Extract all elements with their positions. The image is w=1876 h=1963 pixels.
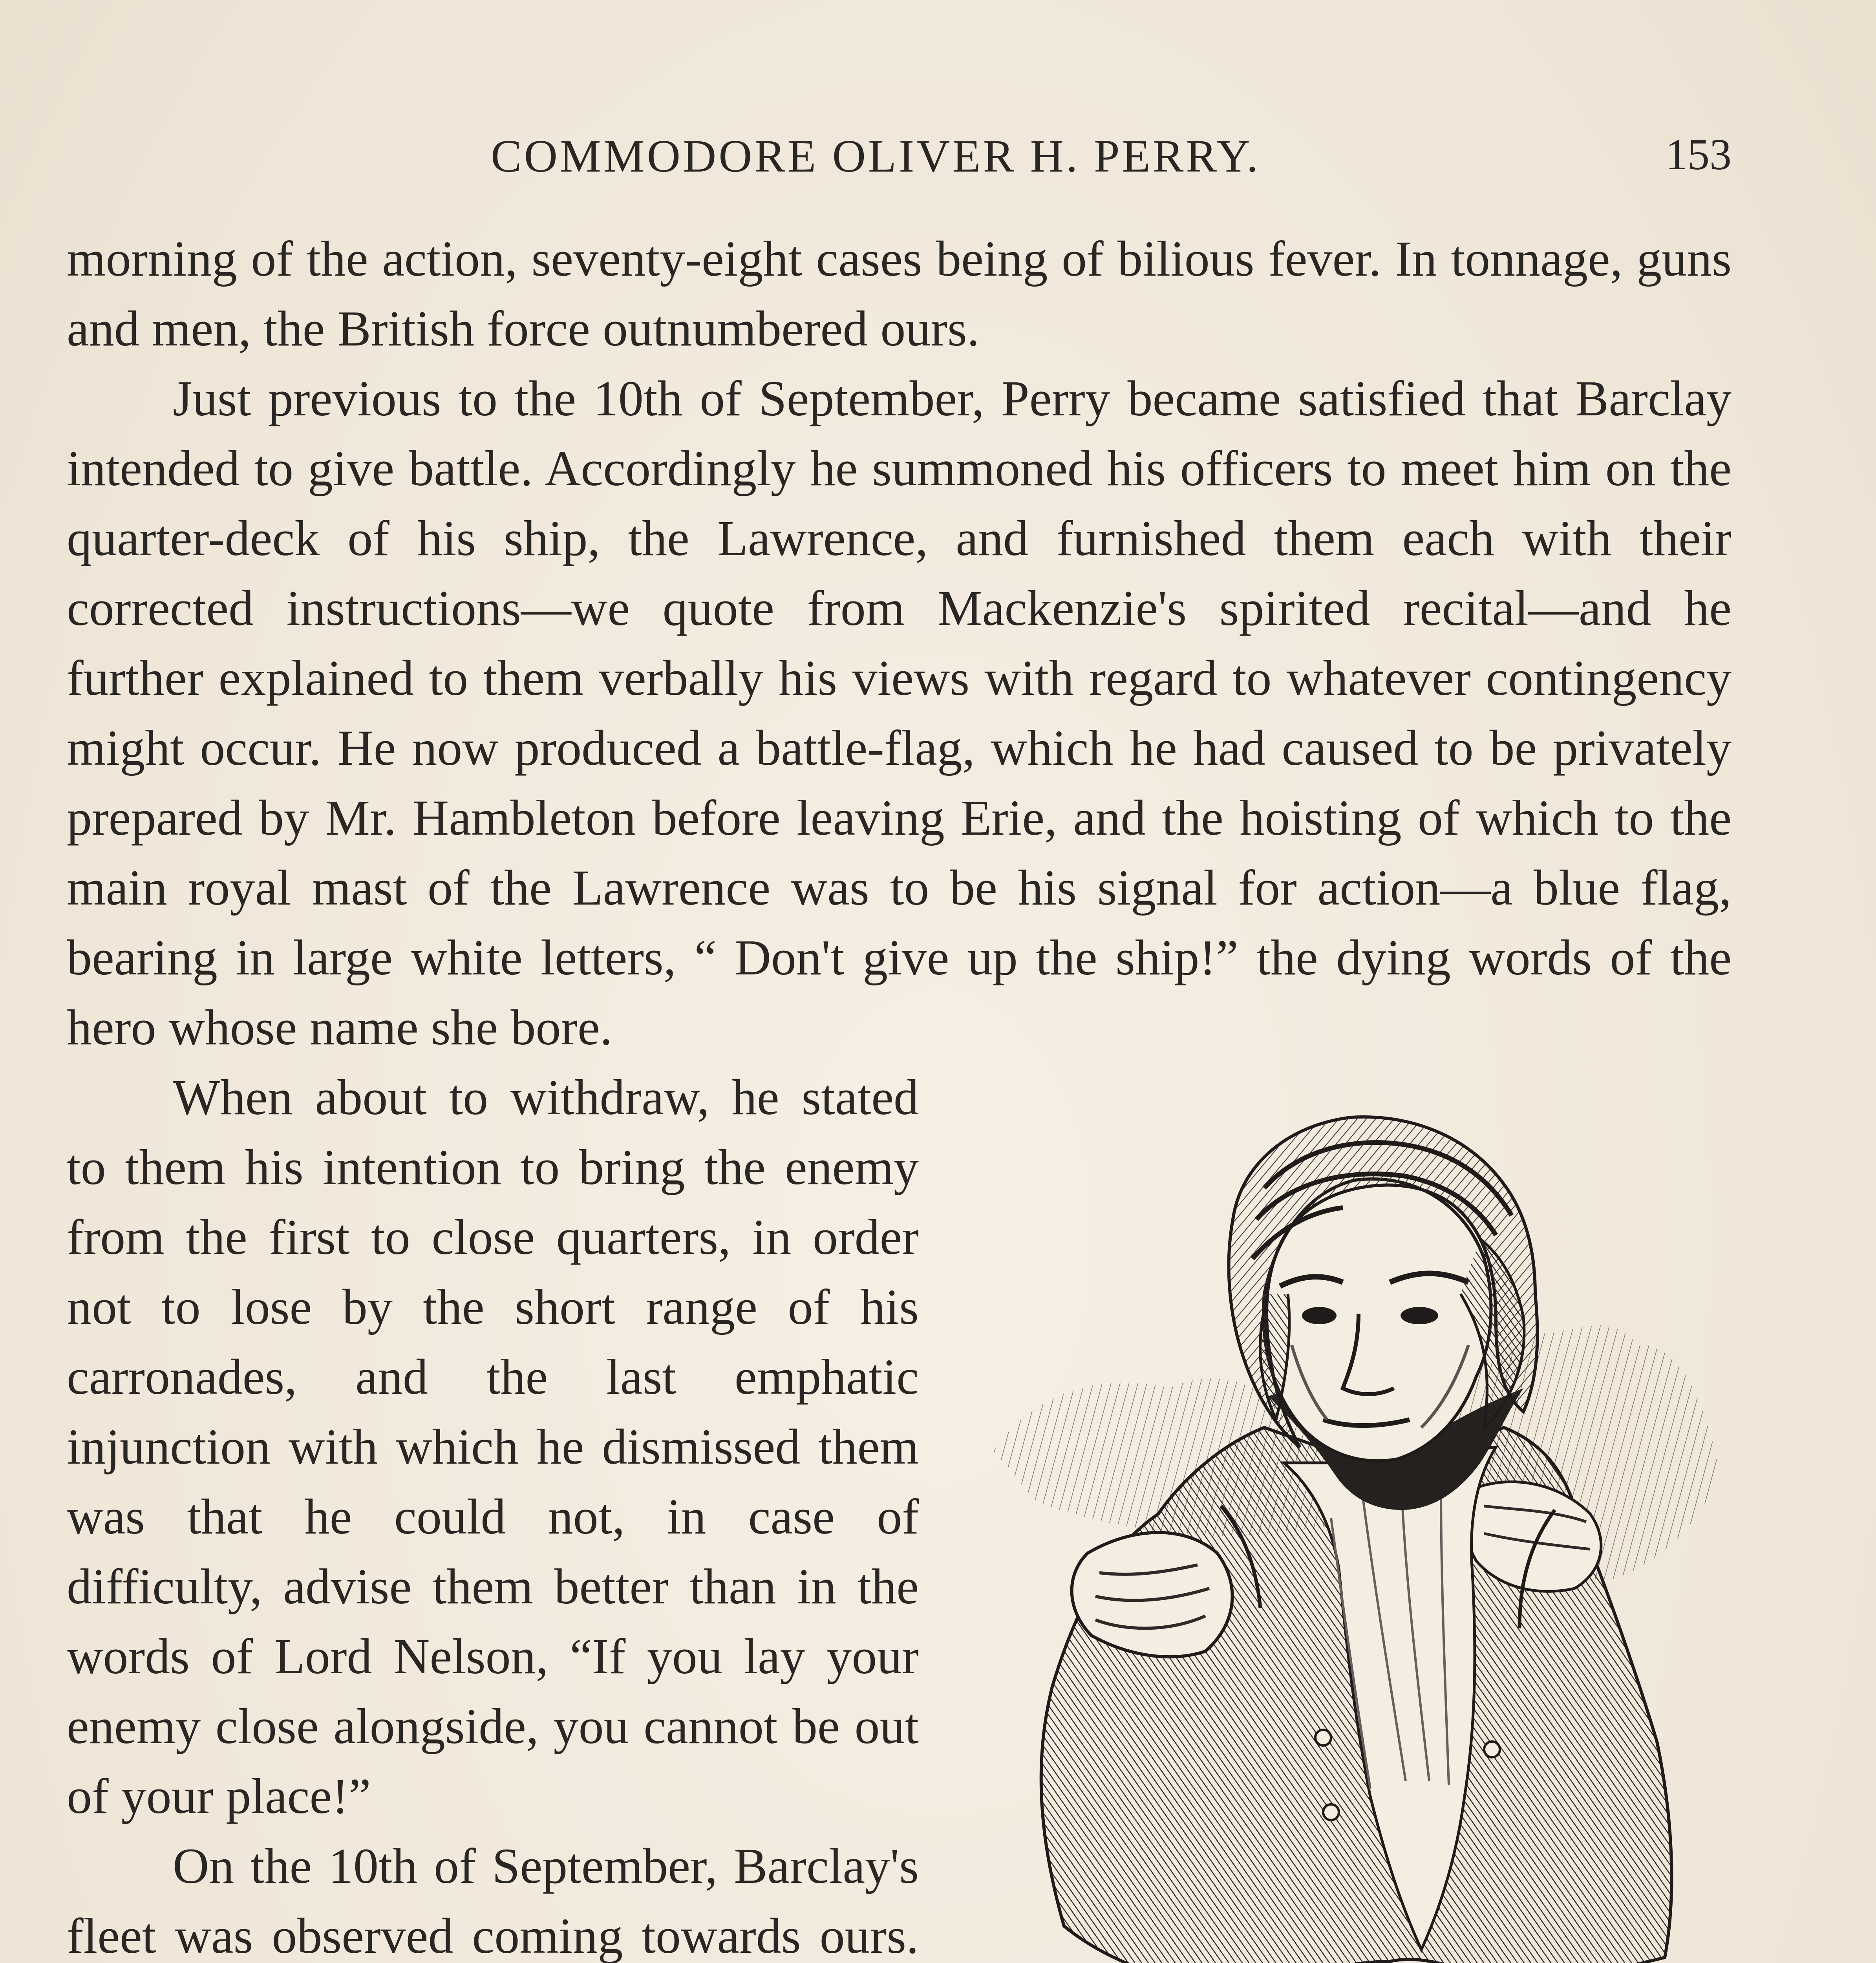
body-text	[67, 224, 1732, 1963]
page-number: 153	[1666, 130, 1732, 179]
running-title: COMMODORE OLIVER H. PERRY.	[491, 130, 1261, 182]
commodore-perry-portrait-image	[966, 1090, 1732, 1963]
paragraph: When about to withdraw, he stated to them his intention to bring the enemy from the first to close quarters, in order not to lose by the short range of his carronades, and the last emphatic injunction with which he dismissed them was that he could not, in case of difficulty, advise them better than in the words of Lord Nelson, “If you lay your enemy close alongside, you cannot be out of your place!”	[67, 1069, 919, 1824]
running-header	[67, 130, 1732, 188]
paragraph: On the 10th of September, Barclay's fleet was observed coming towards ours.	[67, 1838, 919, 1963]
portrait-figure	[966, 1090, 1732, 1963]
paragraph: morning of the action, seventy-eight cases being of bilious fever. In tonnage, guns and men, the British force outnumbered ours.	[67, 231, 1732, 356]
paragraph: Just previous to the 10th of September, Perry became satisfied that Barclay intended to give battle. Accordingly he summoned his officers to meet him on the quarter-deck of his ship, the Lawrence, and furnished them each with their corrected instructions—we quote from Mackenzie's spirited recital—and he further explained to them verbally his views with regard to whatever contingency might occur. He now produced a battle-flag, which he had caused to be privately prepared by Mr. Hambleton before leaving Erie, and the hoisting of which to the main royal mast of the Lawrence was to be his signal for action—a blue flag, bearing in large white letters, “ Don't give up the ship!” the dying words of the hero whose name she bore.	[67, 371, 1732, 1055]
